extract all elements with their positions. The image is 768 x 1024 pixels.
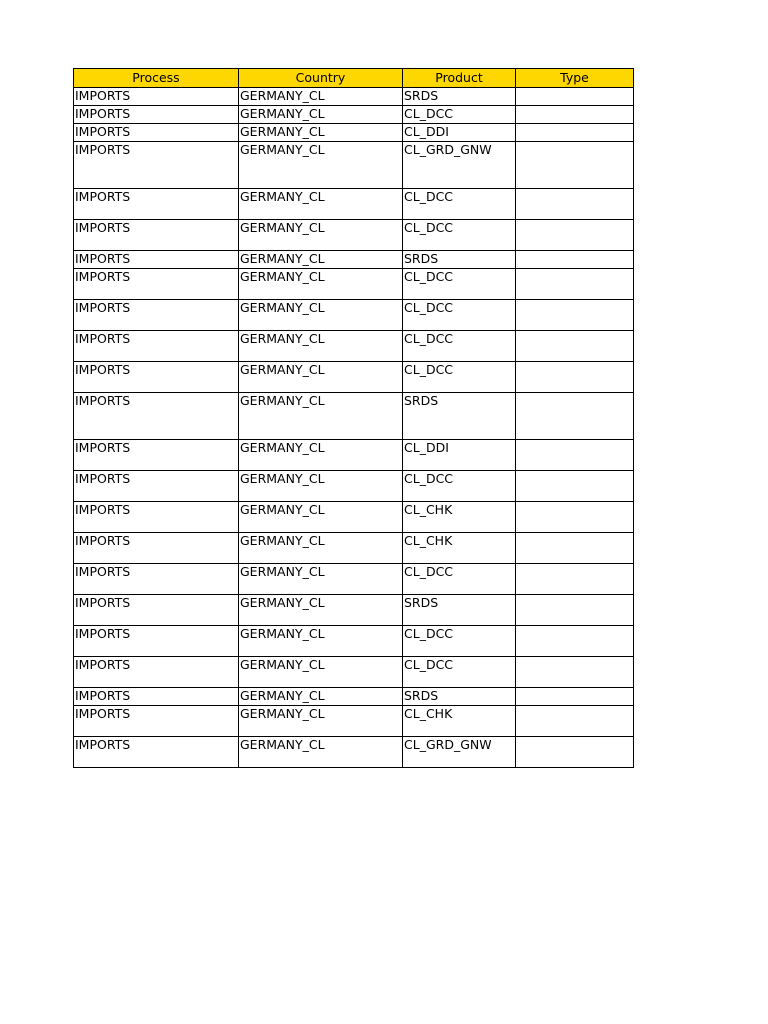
type-cell [516, 564, 634, 595]
product-cell: CL_CHK [403, 706, 516, 737]
product-cell: SRDS [403, 688, 516, 706]
process-cell: IMPORTS [74, 440, 239, 471]
process-cell: IMPORTS [74, 706, 239, 737]
country-cell: GERMANY_CL [239, 124, 403, 142]
table-row [74, 220, 634, 251]
process-cell: IMPORTS [74, 533, 239, 564]
table-row [74, 393, 634, 440]
type-cell [516, 688, 634, 706]
product-cell: CL_DCC [403, 189, 516, 220]
process-cell: IMPORTS [74, 362, 239, 393]
country-cell: GERMANY_CL [239, 440, 403, 471]
process-cell: IMPORTS [74, 106, 239, 124]
product-cell: CL_DCC [403, 564, 516, 595]
header-cell-country: Country [239, 69, 403, 88]
table-row [74, 251, 634, 269]
table-row [74, 564, 634, 595]
type-cell [516, 471, 634, 502]
country-cell: GERMANY_CL [239, 300, 403, 331]
country-cell: GERMANY_CL [239, 393, 403, 440]
country-cell: GERMANY_CL [239, 331, 403, 362]
country-cell: GERMANY_CL [239, 88, 403, 106]
table-row [74, 88, 634, 106]
type-cell [516, 269, 634, 300]
process-cell: IMPORTS [74, 331, 239, 362]
process-cell: IMPORTS [74, 502, 239, 533]
type-cell [516, 300, 634, 331]
type-cell [516, 88, 634, 106]
process-cell: IMPORTS [74, 88, 239, 106]
type-cell [516, 106, 634, 124]
type-cell [516, 220, 634, 251]
product-cell: CL_GRD_GNW [403, 142, 516, 189]
type-cell [516, 440, 634, 471]
product-cell: CL_CHK [403, 533, 516, 564]
type-cell [516, 393, 634, 440]
country-cell: GERMANY_CL [239, 142, 403, 189]
process-cell: IMPORTS [74, 124, 239, 142]
country-cell: GERMANY_CL [239, 269, 403, 300]
country-cell: GERMANY_CL [239, 189, 403, 220]
country-cell: GERMANY_CL [239, 657, 403, 688]
table-row [74, 331, 634, 362]
header-cell-process: Process [74, 69, 239, 88]
type-cell [516, 595, 634, 626]
country-cell: GERMANY_CL [239, 533, 403, 564]
country-cell: GERMANY_CL [239, 220, 403, 251]
process-cell: IMPORTS [74, 393, 239, 440]
table-row [74, 142, 634, 189]
product-cell: SRDS [403, 595, 516, 626]
product-cell: CL_DCC [403, 471, 516, 502]
country-cell: GERMANY_CL [239, 688, 403, 706]
product-cell: CL_GRD_GNW [403, 737, 516, 768]
country-cell: GERMANY_CL [239, 471, 403, 502]
country-cell: GERMANY_CL [239, 595, 403, 626]
type-cell [516, 331, 634, 362]
type-cell [516, 142, 634, 189]
type-cell [516, 533, 634, 564]
product-cell: CL_DCC [403, 220, 516, 251]
process-cell: IMPORTS [74, 251, 239, 269]
product-cell: CL_DCC [403, 626, 516, 657]
table-row [74, 471, 634, 502]
process-cell: IMPORTS [74, 688, 239, 706]
product-cell: CL_DDI [403, 124, 516, 142]
process-cell: IMPORTS [74, 269, 239, 300]
country-cell: GERMANY_CL [239, 251, 403, 269]
table-row [74, 502, 634, 533]
type-cell [516, 626, 634, 657]
table-row [74, 362, 634, 393]
header-cell-product: Product [403, 69, 516, 88]
country-cell: GERMANY_CL [239, 362, 403, 393]
type-cell [516, 502, 634, 533]
process-cell: IMPORTS [74, 626, 239, 657]
type-cell [516, 189, 634, 220]
product-cell: CL_DCC [403, 269, 516, 300]
type-cell [516, 657, 634, 688]
product-cell: CL_DCC [403, 106, 516, 124]
process-cell: IMPORTS [74, 300, 239, 331]
header-row [74, 69, 634, 88]
country-cell: GERMANY_CL [239, 106, 403, 124]
type-cell [516, 251, 634, 269]
country-cell: GERMANY_CL [239, 626, 403, 657]
process-cell: IMPORTS [74, 595, 239, 626]
table-row [74, 124, 634, 142]
table-row [74, 189, 634, 220]
table-row [74, 440, 634, 471]
data-table [73, 68, 634, 768]
product-cell: CL_DCC [403, 331, 516, 362]
product-cell: SRDS [403, 251, 516, 269]
process-cell: IMPORTS [74, 737, 239, 768]
table-row [74, 737, 634, 768]
product-cell: CL_DDI [403, 440, 516, 471]
header-cell-type: Type [516, 69, 634, 88]
table-row [74, 706, 634, 737]
table-row [74, 626, 634, 657]
country-cell: GERMANY_CL [239, 737, 403, 768]
table-row [74, 688, 634, 706]
type-cell [516, 124, 634, 142]
spreadsheet-page [73, 68, 633, 768]
type-cell [516, 706, 634, 737]
product-cell: SRDS [403, 88, 516, 106]
process-cell: IMPORTS [74, 564, 239, 595]
country-cell: GERMANY_CL [239, 502, 403, 533]
table-row [74, 300, 634, 331]
process-cell: IMPORTS [74, 189, 239, 220]
product-cell: CL_DCC [403, 657, 516, 688]
product-cell: CL_DCC [403, 362, 516, 393]
table-row [74, 657, 634, 688]
table-body [74, 88, 634, 768]
table-row [74, 595, 634, 626]
product-cell: CL_CHK [403, 502, 516, 533]
type-cell [516, 737, 634, 768]
country-cell: GERMANY_CL [239, 564, 403, 595]
product-cell: CL_DCC [403, 300, 516, 331]
table-row [74, 106, 634, 124]
process-cell: IMPORTS [74, 220, 239, 251]
process-cell: IMPORTS [74, 471, 239, 502]
type-cell [516, 362, 634, 393]
country-cell: GERMANY_CL [239, 706, 403, 737]
process-cell: IMPORTS [74, 657, 239, 688]
process-cell: IMPORTS [74, 142, 239, 189]
product-cell: SRDS [403, 393, 516, 440]
table-row [74, 269, 634, 300]
table-row [74, 533, 634, 564]
